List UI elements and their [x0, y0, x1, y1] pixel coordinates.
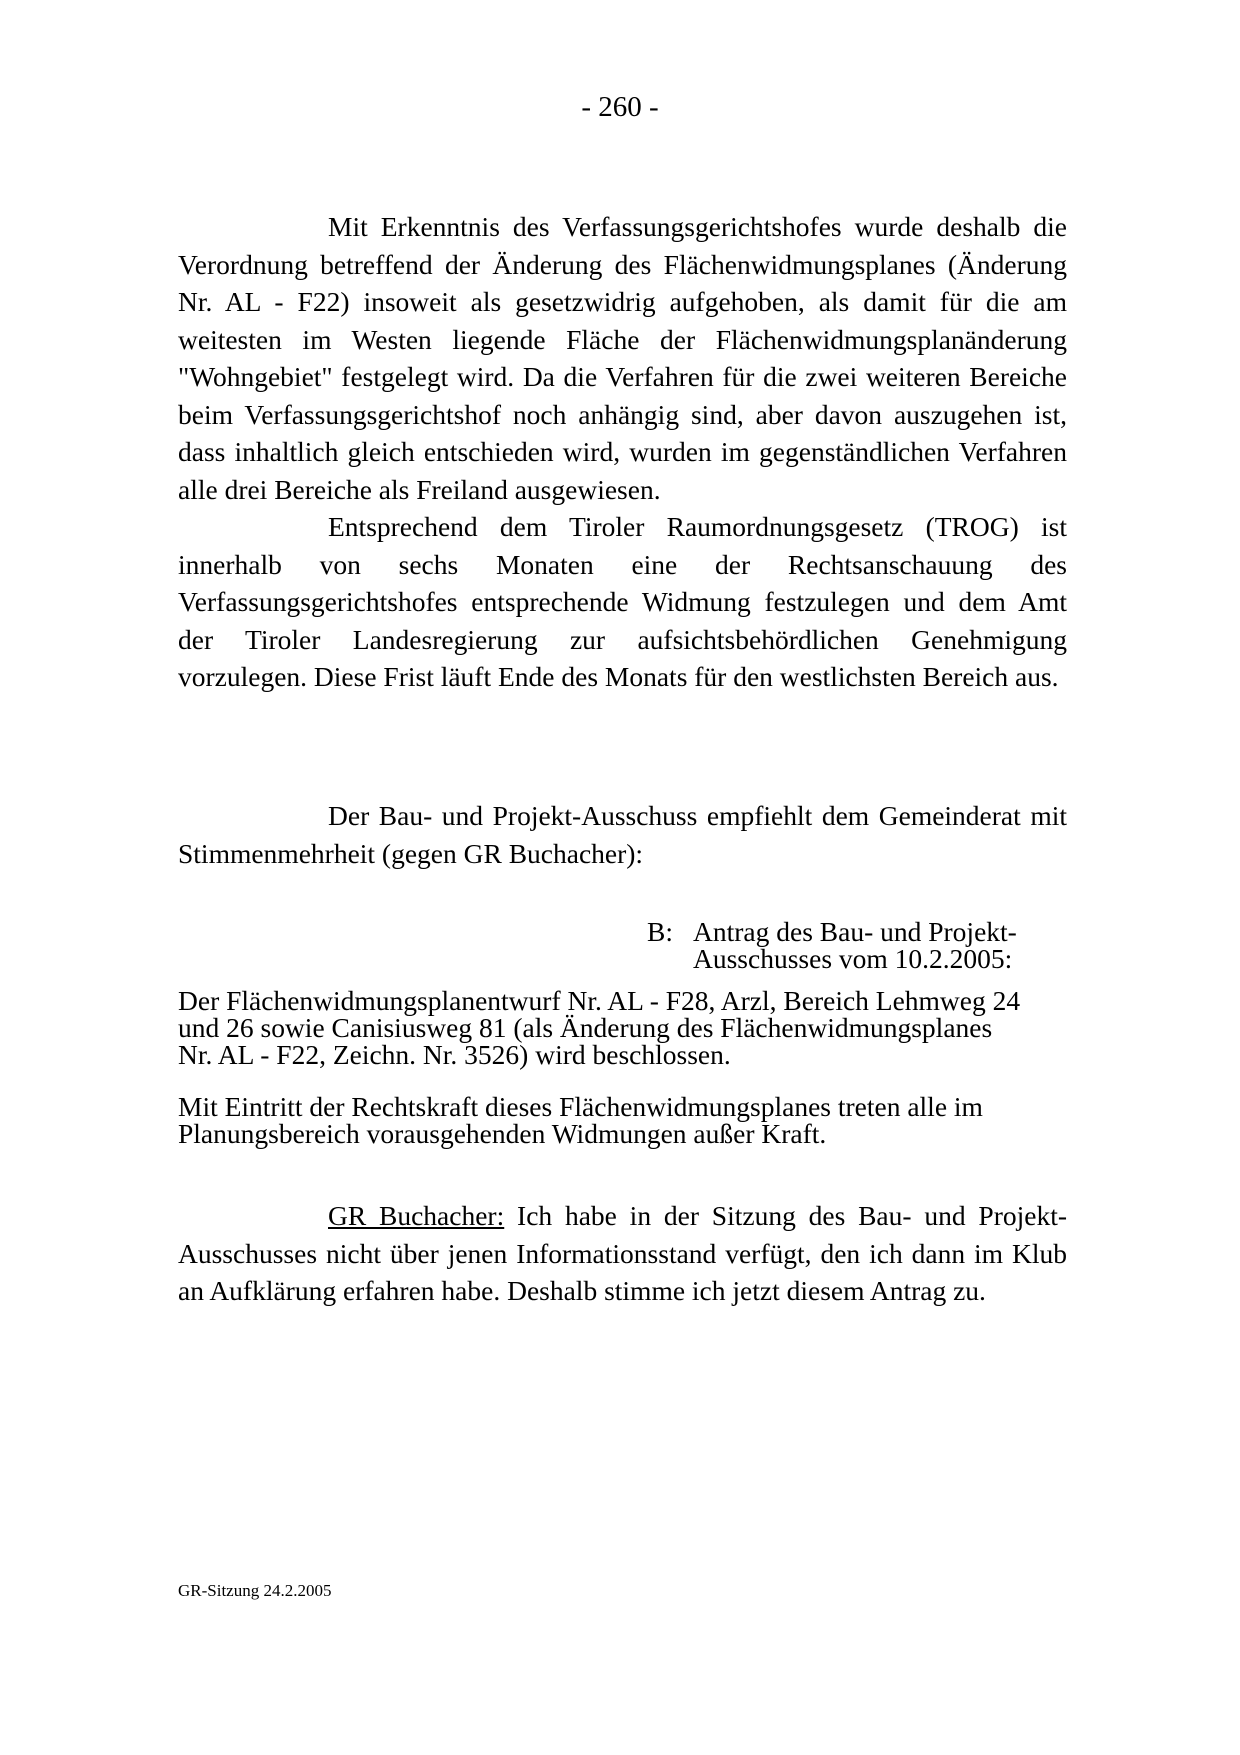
motion-title-line-1: Antrag des Bau- und Projekt-: [693, 916, 1017, 947]
paragraph-trog-deadline: Entsprechend dem Tiroler Raumordnungsgesetz (TROG) ist innerhalb von sechs Monaten eine der Rechtsanschauung des Verfassungsgerichtshofes entsprechende Widmung festzulegen und dem Amt der Tiroler Landesregierung zur aufsichtsbehördlichen Genehmigung vorzulegen. Diese Frist läuft Ende des Monats für den westlichsten Bereich aus.: [178, 511, 1067, 692]
main-text-block: [178, 208, 1067, 696]
committee-recommendation-block: [178, 797, 1067, 872]
statement-block: [178, 1197, 1067, 1310]
footer-session-date: GR-Sitzung 24.2.2005: [178, 1581, 332, 1600]
speaker-name: GR Buchacher:: [328, 1200, 505, 1231]
motion-letter: B:: [647, 916, 673, 947]
motion-title-line-2: Ausschusses vom 10.2.2005:: [693, 943, 1013, 974]
resolution-text-1: Der Flächenwidmungsplanentwurf Nr. AL - F28, Arzl, Bereich Lehmweg 24 und 26 sowie Canisiusweg 81 (als Änderung des Flächenwidmungsplanes Nr. AL - F22, Zeichn. Nr. 3526) wird beschlossen.: [178, 985, 1021, 1070]
paragraph-committee-recommendation: Der Bau- und Projekt-Ausschuss empfiehlt dem Gemeinderat mit Stimmenmehrheit (gegen GR Buchacher):: [178, 800, 1067, 869]
page-number: - 260 -: [581, 91, 659, 123]
motion-title: [693, 918, 1067, 972]
statement-text: Ich habe in der Sitzung des Bau- und Projekt-Ausschusses nicht über jenen Informationsstand verfügt, den ich dann im Klub an Aufklärung erfahren habe. Deshalb stimme ich jetzt diesem Antrag zu.: [178, 1200, 1067, 1306]
paragraph-statement: [178, 1197, 1067, 1310]
resolution-text-2: Mit Eintritt der Rechtskraft dieses Flächenwidmungsplanes treten alle im Planungsbereich vorausgehenden Widmungen außer Kraft.: [178, 1091, 983, 1149]
paragraph-court-ruling: Mit Erkenntnis des Verfassungsgerichtshofes wurde deshalb die Verordnung betreffend der Änderung des Flächenwidmungsplanes (Änderung Nr. AL - F22) insoweit als gesetzwidrig aufgehoben, als damit für die am weitesten im Westen liegende Fläche der Flächenwidmungsplanänderung "Wohngebiet" festgelegt wird. Da die Verfahren für die zwei weiteren Bereiche beim Verfassungsgerichtshof noch anhängig sind, aber davon auszugehen ist, dass inhaltlich gleich entschieden wird, wurden im gegenständlichen Verfahren alle drei Bereiche als Freiland ausgewiesen.: [178, 211, 1067, 505]
motion-heading: [647, 918, 1067, 972]
